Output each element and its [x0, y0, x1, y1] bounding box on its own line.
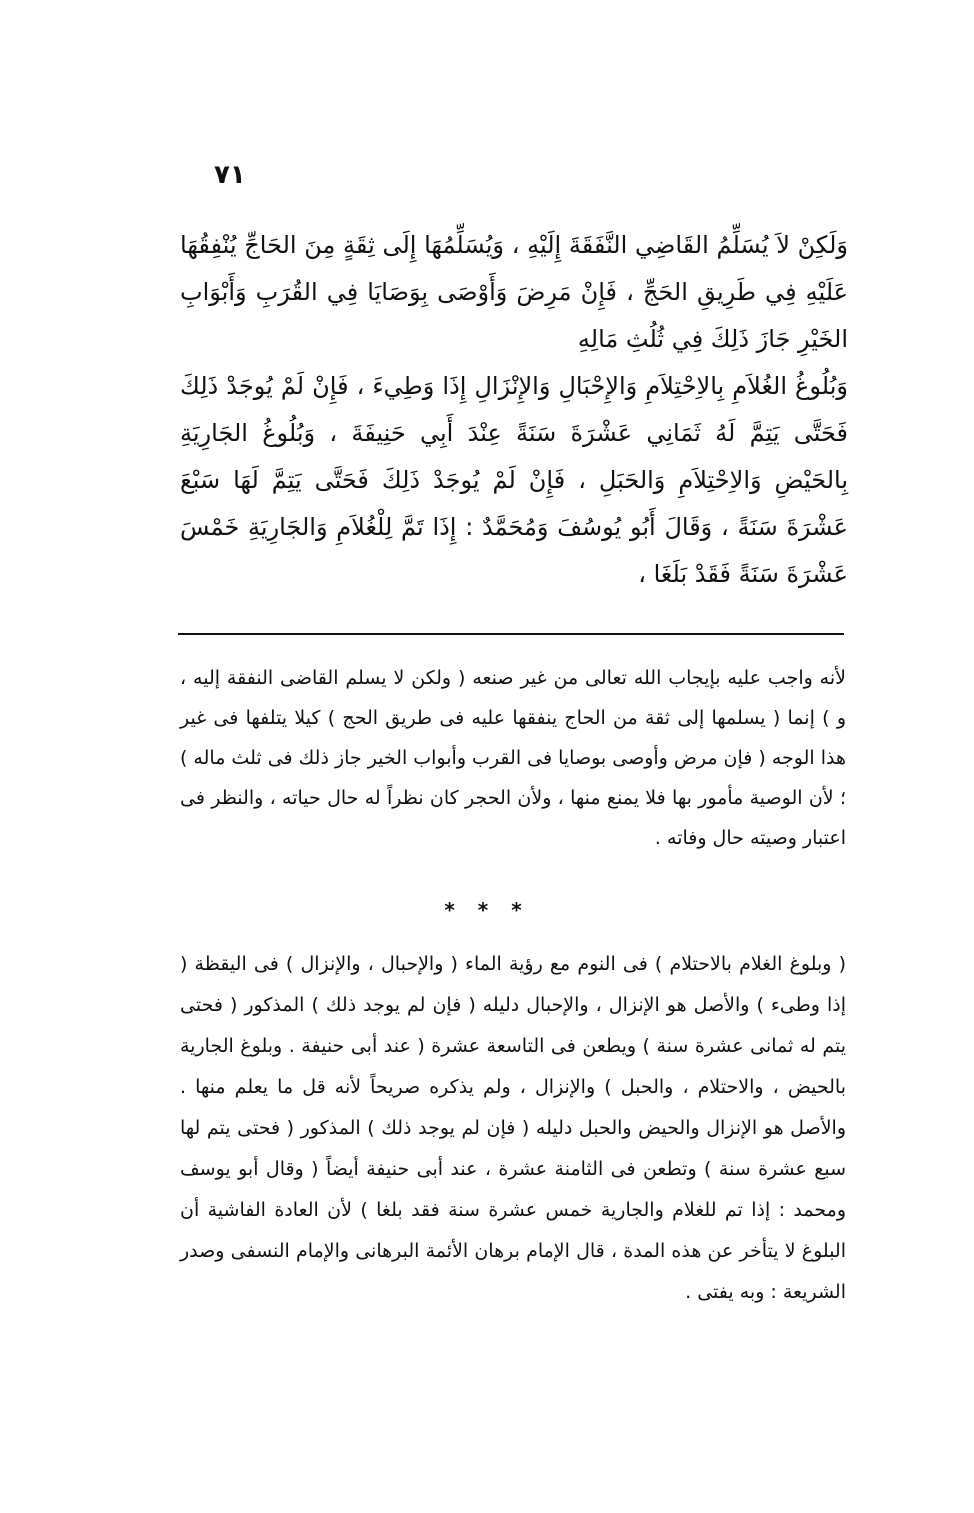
- main-text: [180, 222, 848, 598]
- main-text-paragraph-1: وَلَكِنْ لاَ يُسَلِّمُ القَاضِي النَّفَقَةَ إِلَيْهِ ، وَيُسَلِّمُهَا إِلَى ثِقَةٍ مِنَ الحَاجِّ يُنْفِقُهَا عَلَيْهِ فِي طَرِيقِ الحَجِّ ، فَإِنْ مَرِضَ وَأَوْصَى بِوَصَايَا فِي القُرَبِ وَأَبْوَابِ الخَيْرِ جَازَ ذَلِكَ فِي ثُلُثِ مَالِهِ: [180, 231, 848, 353]
- section-separator: * * *: [444, 898, 530, 922]
- section-divider: [178, 633, 844, 635]
- commentary-paragraph-1: لأنه واجب عليه بإيجاب الله تعالى من غير صنعه ( ولكن لا يسلم القاضى النفقة إليه ، و ) إنما ( يسلمها إلى ثقة من الحاج ينفقها عليه فى طريق الحج ) كيلا يتلفها فى غير هذا الوجه ( فإن مرض وأوصى بوصايا فى القرب وأبواب الخير جاز ذلك فى ثلث ماله ) ؛ لأن الوصية مأمور بها فلا يمنع منها ، ولأن الحجر كان نظراً له حال حياته ، والنظر فى اعتبار وصيته حال وفاته .: [179, 667, 846, 849]
- main-text-paragraph-2: وَبُلُوغُ الغُلاَمِ بِالاِحْتِلاَمِ وَالإِحْبَالِ وَالإِنْزَالِ إِذَا وَطِيءَ ، فَإِنْ لَمْ يُوجَدْ ذَلِكَ فَحَتَّى يَتِمَّ لَهُ ثَمَانِي عَشْرَةَ سَنَةً عِنْدَ أَبِي حَنِيفَةَ ، وَبُلُوغُ الجَارِيَةِ بِالحَيْضِ وَالاِحْتِلاَمِ وَالحَبَلِ ، فَإِنْ لَمْ يُوجَدْ ذَلِكَ فَحَتَّى يَتِمَّ لَهَا سَبْعَ عَشْرَةَ سَنَةً ، وَقَالَ أَبُو يُوسُفَ وَمُحَمَّدٌ : إِذَا تَمَّ لِلْغُلاَمِ وَالجَارِيَةِ خَمْسَ عَشْرَةَ سَنَةً فَقَدْ بَلَغَا ،: [180, 372, 848, 588]
- commentary-paragraph-2: ( وبلوغ الغلام بالاحتلام ) فى النوم مع رؤية الماء ( والإحبال ، والإنزال ) فى اليقظة ( إذا وطىء ) والأصل هو الإنزال ، والإحبال دليله ( فإن لم يوجد ذلك ) المذكور ( فحتى يتم له ثمانى عشرة سنة ) ويطعن فى التاسعة عشرة ( عند أبى حنيفة . وبلوغ الجارية بالحيض ، والاحتلام ، والحبل ) والإنزال ، ولم يذكره صريحاً لأنه قل ما يعلم منها . والأصل هو الإنزال والحيض والحبل دليله ( فإن لم يوجد ذلك ) المذكور ( فحتى يتم لها سبع عشرة سنة ) وتطعن فى الثامنة عشرة ، عند أبى حنيفة أيضاً ( وقال أبو يوسف ومحمد : إذا تم للغلام والجارية خمس عشرة سنة فقد بلغا ) لأن العادة الفاشية أن البلوغ لا يتأخر عن هذه المدة ، قال الإمام برهان الأئمة البرهانى والإمام النسفى وصدر الشريعة : وبه يفتى .: [180, 953, 846, 1303]
- page-number: ٧١: [214, 160, 246, 190]
